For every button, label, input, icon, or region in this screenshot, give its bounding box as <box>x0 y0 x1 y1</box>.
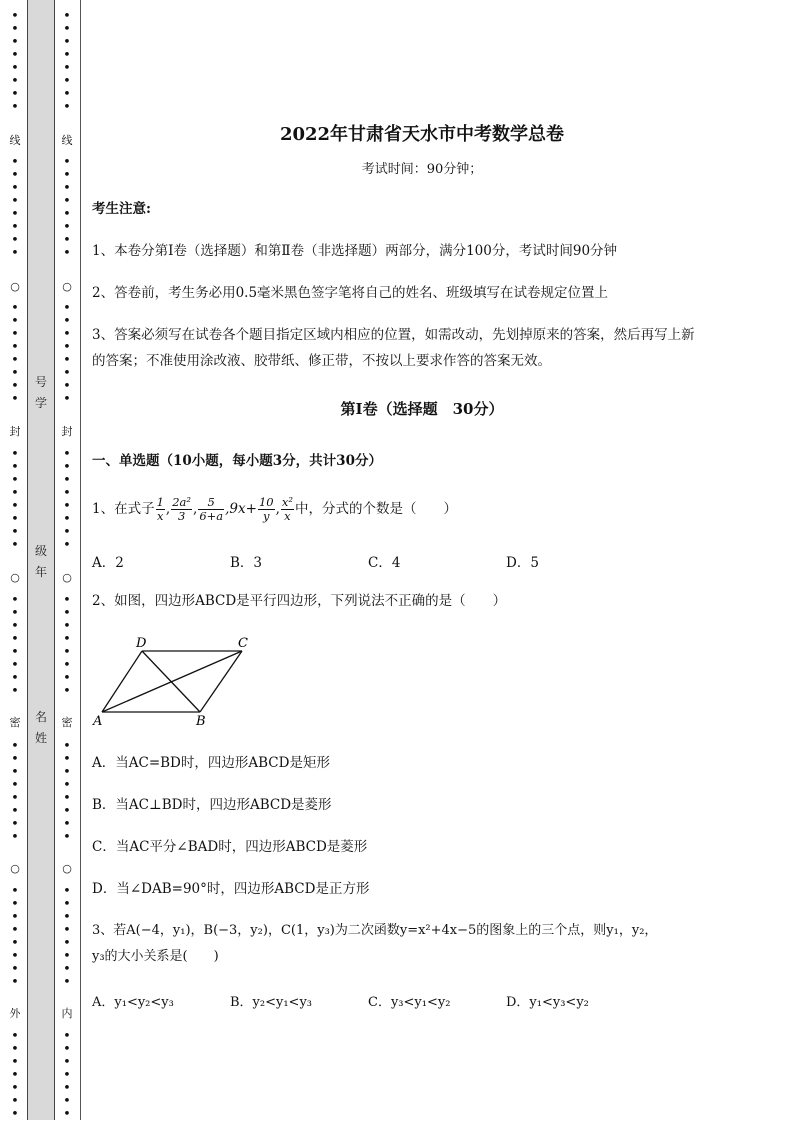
binding-mark-line: 线 <box>9 134 21 147</box>
notice-item-1: 1、本卷分第Ⅰ卷（选择题）和第Ⅱ卷（非选择题）两部分，满分100分，考试时间90分钟 <box>92 243 618 259</box>
dot-leader: • • • • • • • • <box>63 593 71 699</box>
diagonal-bd <box>142 651 200 712</box>
dot-leader: • • • • • • • • <box>63 739 71 845</box>
vertex-label-c: C <box>238 636 248 651</box>
binding-mark-inner: 内 <box>61 1007 73 1020</box>
option-c: C．4 <box>368 555 401 571</box>
option-d: D．5 <box>506 555 539 571</box>
binding-mark-secret: 密 <box>9 716 21 729</box>
dot-leader: • • • • • • • • <box>11 155 19 261</box>
binding-mark-seal: 封 <box>9 425 21 438</box>
student-info-strip <box>27 0 55 1120</box>
dot-leader: • • • • • • • • <box>11 593 19 699</box>
label-xue: 学 <box>34 396 47 410</box>
section-title: 第Ⅰ卷（选择题 30分） <box>340 400 504 418</box>
dot-leader: • • • • • • • • <box>11 447 19 553</box>
binding-circle: ○ <box>60 862 74 876</box>
binding-margin-inner <box>60 0 74 1123</box>
option-d: D．y₁<y₃<y₂ <box>506 995 589 1010</box>
vertex-label-a: A <box>93 714 103 729</box>
notice-item-2: 2、答卷前，考生务必用0.5毫米黑色签字笔将自己的姓名、班级填写在试卷规定位置上 <box>92 285 609 301</box>
vertex-label-d: D <box>136 636 147 651</box>
notice-item-3b: 的答案；不准使用涂改液、胶带纸、修正带，不按以上要求作答的答案无效。 <box>92 353 551 369</box>
label-nian: 年 <box>34 565 47 579</box>
dot-leader: • • • • • • • • <box>11 9 19 115</box>
binding-mark-secret: 密 <box>61 716 73 729</box>
dot-leader: • • • • • • • • <box>11 301 19 407</box>
binding-circle: ○ <box>60 571 74 585</box>
dot-leader: • • • • • • • • <box>63 447 71 553</box>
vertex-label-b: B <box>196 714 206 729</box>
exam-title: 2022年甘肃省天水市中考数学总卷 <box>279 124 565 145</box>
binding-rule <box>80 0 81 1120</box>
option-c: C．y₃<y₁<y₂ <box>368 995 451 1010</box>
dot-leader: • • • • • • • • <box>63 155 71 261</box>
binding-mark-line: 线 <box>61 134 73 147</box>
dot-leader: • • • • • • • • <box>11 739 19 845</box>
q2-option-c: C．当AC平分∠BAD时，四边形ABCD是菱形 <box>92 839 368 855</box>
q2-option-b: B．当AC⊥BD时，四边形ABCD是菱形 <box>92 797 332 813</box>
question-2: 2、如图，四边形ABCD是平行四边形，下列说法不正确的是（ ） <box>92 593 507 609</box>
q3-options <box>92 991 752 1010</box>
notice-heading: 考生注意: <box>92 201 151 217</box>
dot-leader: • • • • • • • • <box>11 884 19 990</box>
dot-leader: • • • • • • • <box>11 1029 19 1122</box>
dot-leader: • • • • • • • <box>63 1029 71 1122</box>
part-heading: 一、单选题（10小题，每小题3分，共计30分） <box>92 453 382 469</box>
binding-circle: ○ <box>8 280 22 294</box>
exam-duration: 考试时间：90分钟； <box>361 162 483 177</box>
label-ming: 名 <box>34 710 47 724</box>
binding-circle: ○ <box>8 571 22 585</box>
label-xing: 姓 <box>34 731 47 745</box>
binding-mark-seal: 封 <box>61 425 73 438</box>
label-ji: 级 <box>34 544 47 558</box>
question-1: 1、在式子 $\frac{1}{x}$ , $\frac{\text{2a²}}{3}$ , $\frac{5}{6+a}$ ,9x+ $\frac{10}{y}$ , $\frac{\text{x²}}{x}$ 中，分式的个数是（ ） <box>92 495 457 523</box>
q1-mid: ,9x+ <box>225 501 257 517</box>
fraction: $\frac{\text{2a²}}{3}$ <box>172 495 192 523</box>
label-hao: 号 <box>34 375 47 389</box>
option-a: A．2 <box>92 555 124 571</box>
q1-prefix: 1、在式子 <box>92 501 155 517</box>
q1-suffix: 中，分式的个数是（ ） <box>294 501 457 517</box>
notice-item-3a: 3、答案必须写在试卷各个题目指定区域内相应的位置，如需改动，先划掉原来的答案，然后再写上新 <box>92 327 695 343</box>
dot-leader: • • • • • • • • <box>63 884 71 990</box>
option-b: B．3 <box>230 555 263 571</box>
dot-leader: • • • • • • • • <box>63 9 71 115</box>
parallelogram-figure <box>92 630 262 730</box>
question-3-line1: 3、若A(−4，y₁)，B(−3，y₂)，C(1，y₃)为二次函数y=x²+4x−5的图象上的三个点，则y₁，y₂， <box>92 923 658 938</box>
q1-options <box>92 551 752 571</box>
binding-circle: ○ <box>60 280 74 294</box>
fraction: $\frac{\text{x²}}{x}$ <box>281 495 293 523</box>
option-a: A．y₁<y₂<y₃ <box>92 995 174 1010</box>
question-3-line2: y₃的大小关系是( ) <box>92 949 219 964</box>
binding-margin-outer <box>8 0 22 1123</box>
binding-mark-outer: 外 <box>9 1007 21 1020</box>
fraction: $\frac{5}{6+a}$ <box>199 495 224 523</box>
binding-circle: ○ <box>8 862 22 876</box>
fraction: $\frac{1}{x}$ <box>156 495 164 523</box>
dot-leader: • • • • • • • • <box>63 301 71 407</box>
option-b: B．y₂<y₁<y₃ <box>230 995 313 1010</box>
fraction: $\frac{10}{y}$ <box>258 495 274 523</box>
q2-option-d: D．当∠DAB=90°时，四边形ABCD是正方形 <box>92 881 370 897</box>
q2-option-a: A．当AC=BD时，四边形ABCD是矩形 <box>92 755 330 771</box>
